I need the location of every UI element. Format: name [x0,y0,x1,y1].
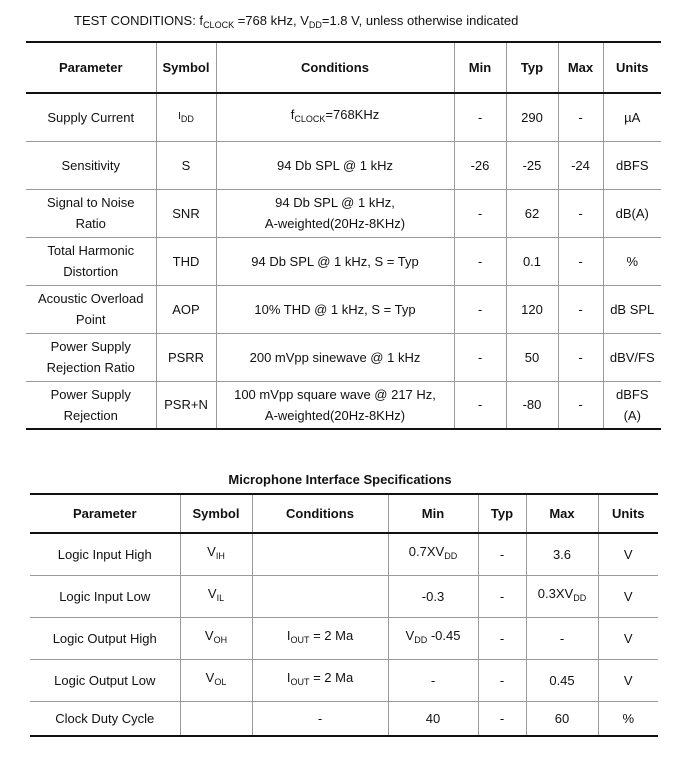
conditions-cell [216,285,454,333]
min-cell [388,659,478,701]
typ-cell: -80 [506,381,558,429]
parameter-cell [26,189,156,237]
parameter-text: Total Harmonic [47,243,135,258]
symbol-cell [156,333,216,381]
parameter-cell: Clock Duty Cycle [30,701,180,736]
parameter-text: Distortion [63,264,119,279]
conditions-text-subscript: CLOCK [294,114,326,125]
conditions-text: A-weighted(20Hz-8KHz) [264,407,406,423]
max-cell [526,701,598,736]
units-cell [603,285,661,333]
min-cell: - [454,93,506,141]
header-units: Units [603,42,661,93]
symbol-text: V [207,586,217,601]
max-text: 3.6 [552,546,572,562]
symbol-cell [180,617,252,659]
conditions-cell [252,701,388,736]
units-cell [603,141,661,189]
conditions-text: f [290,107,295,123]
conditions-text: 10% THD @ 1 kHz, S = Typ [254,301,416,317]
parameter-cell [26,285,156,333]
units-text: µA [624,109,641,125]
parameter-text: Supply Current [47,109,135,125]
conditions-text: 94 Db SPL @ 1 kHz, [275,195,395,210]
symbol-cell [156,189,216,237]
table-row [26,285,661,333]
parameter-cell: Logic Input High [57,546,152,562]
min-cell: - [454,381,506,429]
table-row [26,237,661,285]
parameter-cell [26,237,156,285]
parameter-text: Rejection [63,407,118,423]
conditions-cell [216,333,454,381]
vdd-subscript: DD [308,20,322,30]
units-cell: V [598,617,658,659]
conditions-text: - [317,710,323,726]
parameter-text: Rejection Ratio [46,360,135,375]
interface-specs-title: Microphone Interface Specifications [228,472,452,487]
units-cell: V [598,575,658,617]
units-text: (A) [623,407,641,423]
parameter-cell [26,381,156,429]
max-cell [526,659,598,701]
min-cell [388,575,478,617]
symbol-cell [180,575,252,617]
header-symbol: Symbol [180,494,252,533]
max-cell [526,533,598,575]
max-text: 60 [554,710,570,726]
typ-cell: - [478,617,526,659]
header-min: Min [454,42,506,93]
min-text: 40 [425,710,441,726]
symbol-cell [156,285,216,333]
symbol-cell [156,93,216,141]
symbol-text: V [207,544,216,560]
test-conditions-suffix: =1.8 V, unless otherwise indicated [321,13,519,28]
table-row [26,333,661,381]
min-text-rest: -0.45 [427,628,461,643]
units-text: % [626,253,639,269]
conditions-text-rest: = 2 Ma [309,628,354,643]
typ-cell: 290 [506,93,558,141]
units-cell: V [598,659,658,701]
conditions-text-subscript: OUT [290,677,310,687]
parameter-text: Point [75,312,106,327]
min-cell [388,533,478,575]
max-cell: - [558,93,603,141]
conditions-cell [216,141,454,189]
max-cell: -24 [558,141,603,189]
header-conditions: Conditions [216,42,454,93]
max-cell: - [558,381,603,429]
units-cell [603,333,661,381]
symbol-text: PSRR [167,349,205,365]
max-cell: - [558,237,603,285]
header-parameter: Parameter [30,494,180,533]
parameter-text: Ratio [75,216,106,231]
symbol-text: THD [172,253,200,269]
symbol-subscript: OL [214,677,227,687]
parameter-cell [26,93,156,141]
parameter-text: Power Supply [50,339,131,354]
table-row [30,659,658,701]
symbol-cell [156,237,216,285]
header-symbol: Symbol [156,42,216,93]
min-cell [388,701,478,736]
max-text: - [559,630,565,646]
typ-cell: - [478,533,526,575]
units-cell [603,237,661,285]
typ-cell: 62 [506,189,558,237]
max-text-subscript: DD [573,593,587,603]
symbol-text: PSR+N [164,397,208,413]
electrical-specs-table [26,41,661,430]
table-row [26,93,661,141]
parameter-text: Power Supply [50,386,131,402]
min-cell: - [454,285,506,333]
symbol-subscript: DD [180,114,194,125]
table-row [30,533,658,575]
min-cell: -26 [454,141,506,189]
units-cell [603,381,661,429]
units-text: dB(A) [615,205,649,221]
parameter-cell [26,141,156,189]
units-cell [603,189,661,237]
conditions-text: 94 Db SPL @ 1 kHz [276,157,394,173]
conditions-text-rest: =768KHz [325,107,380,123]
table-row [30,701,658,736]
header-typ: Typ [506,42,558,93]
conditions-text: 100 mVpp square wave @ 217 Hz, [234,386,436,402]
symbol-cell [156,381,216,429]
max-cell: - [558,333,603,381]
header-min: Min [388,494,478,533]
test-conditions-middle: =768 kHz, V [234,13,309,28]
parameter-cell: Logic Output Low [30,659,180,701]
conditions-text: I [286,628,291,643]
symbol-text: SNR [172,205,200,221]
symbol-text: V [204,628,214,643]
units-text: dBFS [615,386,649,402]
table-row [30,617,658,659]
header-conditions: Conditions [252,494,388,533]
table-row [30,575,658,617]
header-max: Max [558,42,603,93]
min-cell: - [454,189,506,237]
symbol-subscript: OH [213,635,228,645]
table-row [26,381,661,429]
header-units: Units [598,494,658,533]
min-cell: - [454,237,506,285]
units-text: dBFS [615,157,649,173]
conditions-text: A-weighted(20Hz-8KHz) [264,216,406,231]
min-text: -0.3 [421,588,445,604]
parameter-cell [26,333,156,381]
symbol-cell [180,533,252,575]
table-row [26,189,661,237]
parameter-cell: Logic Output High [30,617,180,659]
min-text: V [405,628,415,643]
conditions-text: 200 mVpp sinewave @ 1 kHz [249,349,421,365]
table-row [26,141,661,189]
test-conditions-prefix: TEST CONDITIONS: f [74,13,204,28]
units-cell [603,93,661,141]
units-cell: % [598,701,658,736]
typ-cell: 0.1 [506,237,558,285]
symbol-text: V [205,670,215,685]
typ-cell: - [478,701,526,736]
symbol-text: I [178,111,181,123]
units-text: dB SPL [610,301,655,317]
typ-cell: - [478,659,526,701]
conditions-cell [216,189,454,237]
table-header-row [30,494,658,533]
symbol-cell [156,141,216,189]
parameter-cell: Logic Input Low [30,575,180,617]
conditions-text: 94 Db SPL @ 1 kHz, S = Typ [251,253,419,269]
symbol-subscript: IH [215,551,225,562]
conditions-cell [216,381,454,429]
conditions-text: I [286,670,291,685]
symbol-text: AOP [172,301,200,317]
typ-cell: 120 [506,285,558,333]
units-cell: V [598,533,658,575]
typ-cell: -25 [506,141,558,189]
conditions-cell [252,617,388,659]
header-parameter: Parameter [26,42,156,93]
test-conditions-line [74,13,518,30]
clock-subscript: CLOCK [203,20,235,30]
symbol-cell [180,659,252,701]
interface-specs-table [30,493,658,737]
conditions-cell [252,659,388,701]
min-text-subscript: DD [444,551,458,562]
header-max: Max [526,494,598,533]
min-text: - [430,672,436,688]
conditions-cell [216,93,454,141]
typ-cell: - [478,575,526,617]
table-header-row [26,42,661,93]
symbol-cell [180,701,252,736]
max-text: 0.45 [549,672,575,688]
min-text: 0.7XV [408,544,445,560]
conditions-cell [252,533,388,575]
parameter-text: Acoustic Overload [38,291,144,306]
max-cell [526,617,598,659]
symbol-subscript: IL [216,593,225,603]
parameter-text: Sensitivity [61,157,121,173]
conditions-text-subscript: OUT [290,635,310,645]
min-text-subscript: DD [414,635,428,645]
max-text: 0.3XV [537,586,574,601]
max-cell [526,575,598,617]
symbol-text: S [181,157,191,173]
min-cell: - [454,333,506,381]
units-text: dBV/FS [609,349,655,365]
conditions-cell [216,237,454,285]
min-cell [388,617,478,659]
conditions-cell [252,575,388,617]
max-cell: - [558,285,603,333]
max-cell: - [558,189,603,237]
conditions-text-rest: = 2 Ma [309,670,354,685]
parameter-text: Signal to Noise [47,195,135,210]
typ-cell: 50 [506,333,558,381]
header-typ: Typ [478,494,526,533]
